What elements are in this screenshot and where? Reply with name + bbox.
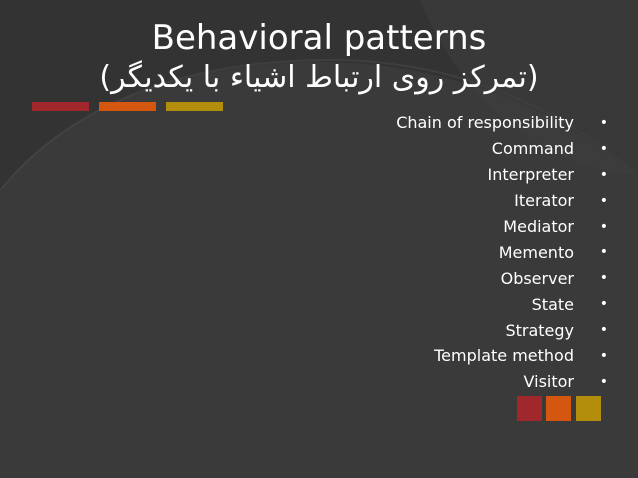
- bullet-dot-icon: •: [599, 192, 608, 209]
- bullet-text: Template method: [434, 346, 574, 366]
- bullet-dot-icon: •: [599, 270, 608, 287]
- list-item: [208, 214, 608, 240]
- list-item: [208, 291, 608, 317]
- bullet-text: Mediator: [503, 217, 574, 236]
- bullet-dot-icon: •: [599, 322, 608, 339]
- bullet-text: Command: [491, 139, 574, 159]
- bullet-text: Chain of responsibility: [396, 113, 574, 133]
- corner-square-red: [517, 396, 542, 421]
- list-item: [208, 317, 608, 343]
- bullet-dot-icon: •: [599, 347, 608, 364]
- bullet-text: Interpreter: [487, 165, 574, 185]
- list-item: [208, 343, 608, 369]
- bullet-dot-icon: •: [599, 244, 608, 261]
- accent-bar-red: [32, 102, 89, 111]
- list-item: [208, 136, 608, 162]
- corner-square-orange: [546, 396, 571, 421]
- slide-subtitle: (تمرکز روی ارتباط اشیاء با یکدیگر): [99, 60, 539, 95]
- bullet-dot-icon: •: [599, 373, 608, 390]
- bullet-dot-icon: •: [599, 218, 608, 235]
- bullet-dot-icon: •: [599, 114, 608, 131]
- bullet-dot-icon: •: [599, 296, 608, 313]
- list-item: [208, 162, 608, 188]
- bullet-text: Visitor: [523, 372, 574, 392]
- bullet-text: Iterator: [514, 191, 574, 211]
- list-item: [208, 188, 608, 214]
- list-item: [208, 239, 608, 265]
- bullet-text: State: [531, 294, 574, 314]
- bullet-text: Observer: [500, 268, 574, 288]
- bullet-dot-icon: •: [599, 140, 608, 157]
- bullet-text: Memento: [498, 242, 574, 262]
- corner-square-gold: [576, 396, 601, 421]
- bullet-text: Strategy: [505, 320, 574, 340]
- slide-title: Behavioral patterns: [151, 18, 487, 58]
- list-item: [208, 265, 608, 291]
- bullet-dot-icon: •: [599, 166, 608, 183]
- accent-bar-orange: [99, 102, 156, 111]
- bullet-list: [208, 110, 608, 395]
- list-item: [208, 110, 608, 136]
- list-item: [208, 369, 608, 395]
